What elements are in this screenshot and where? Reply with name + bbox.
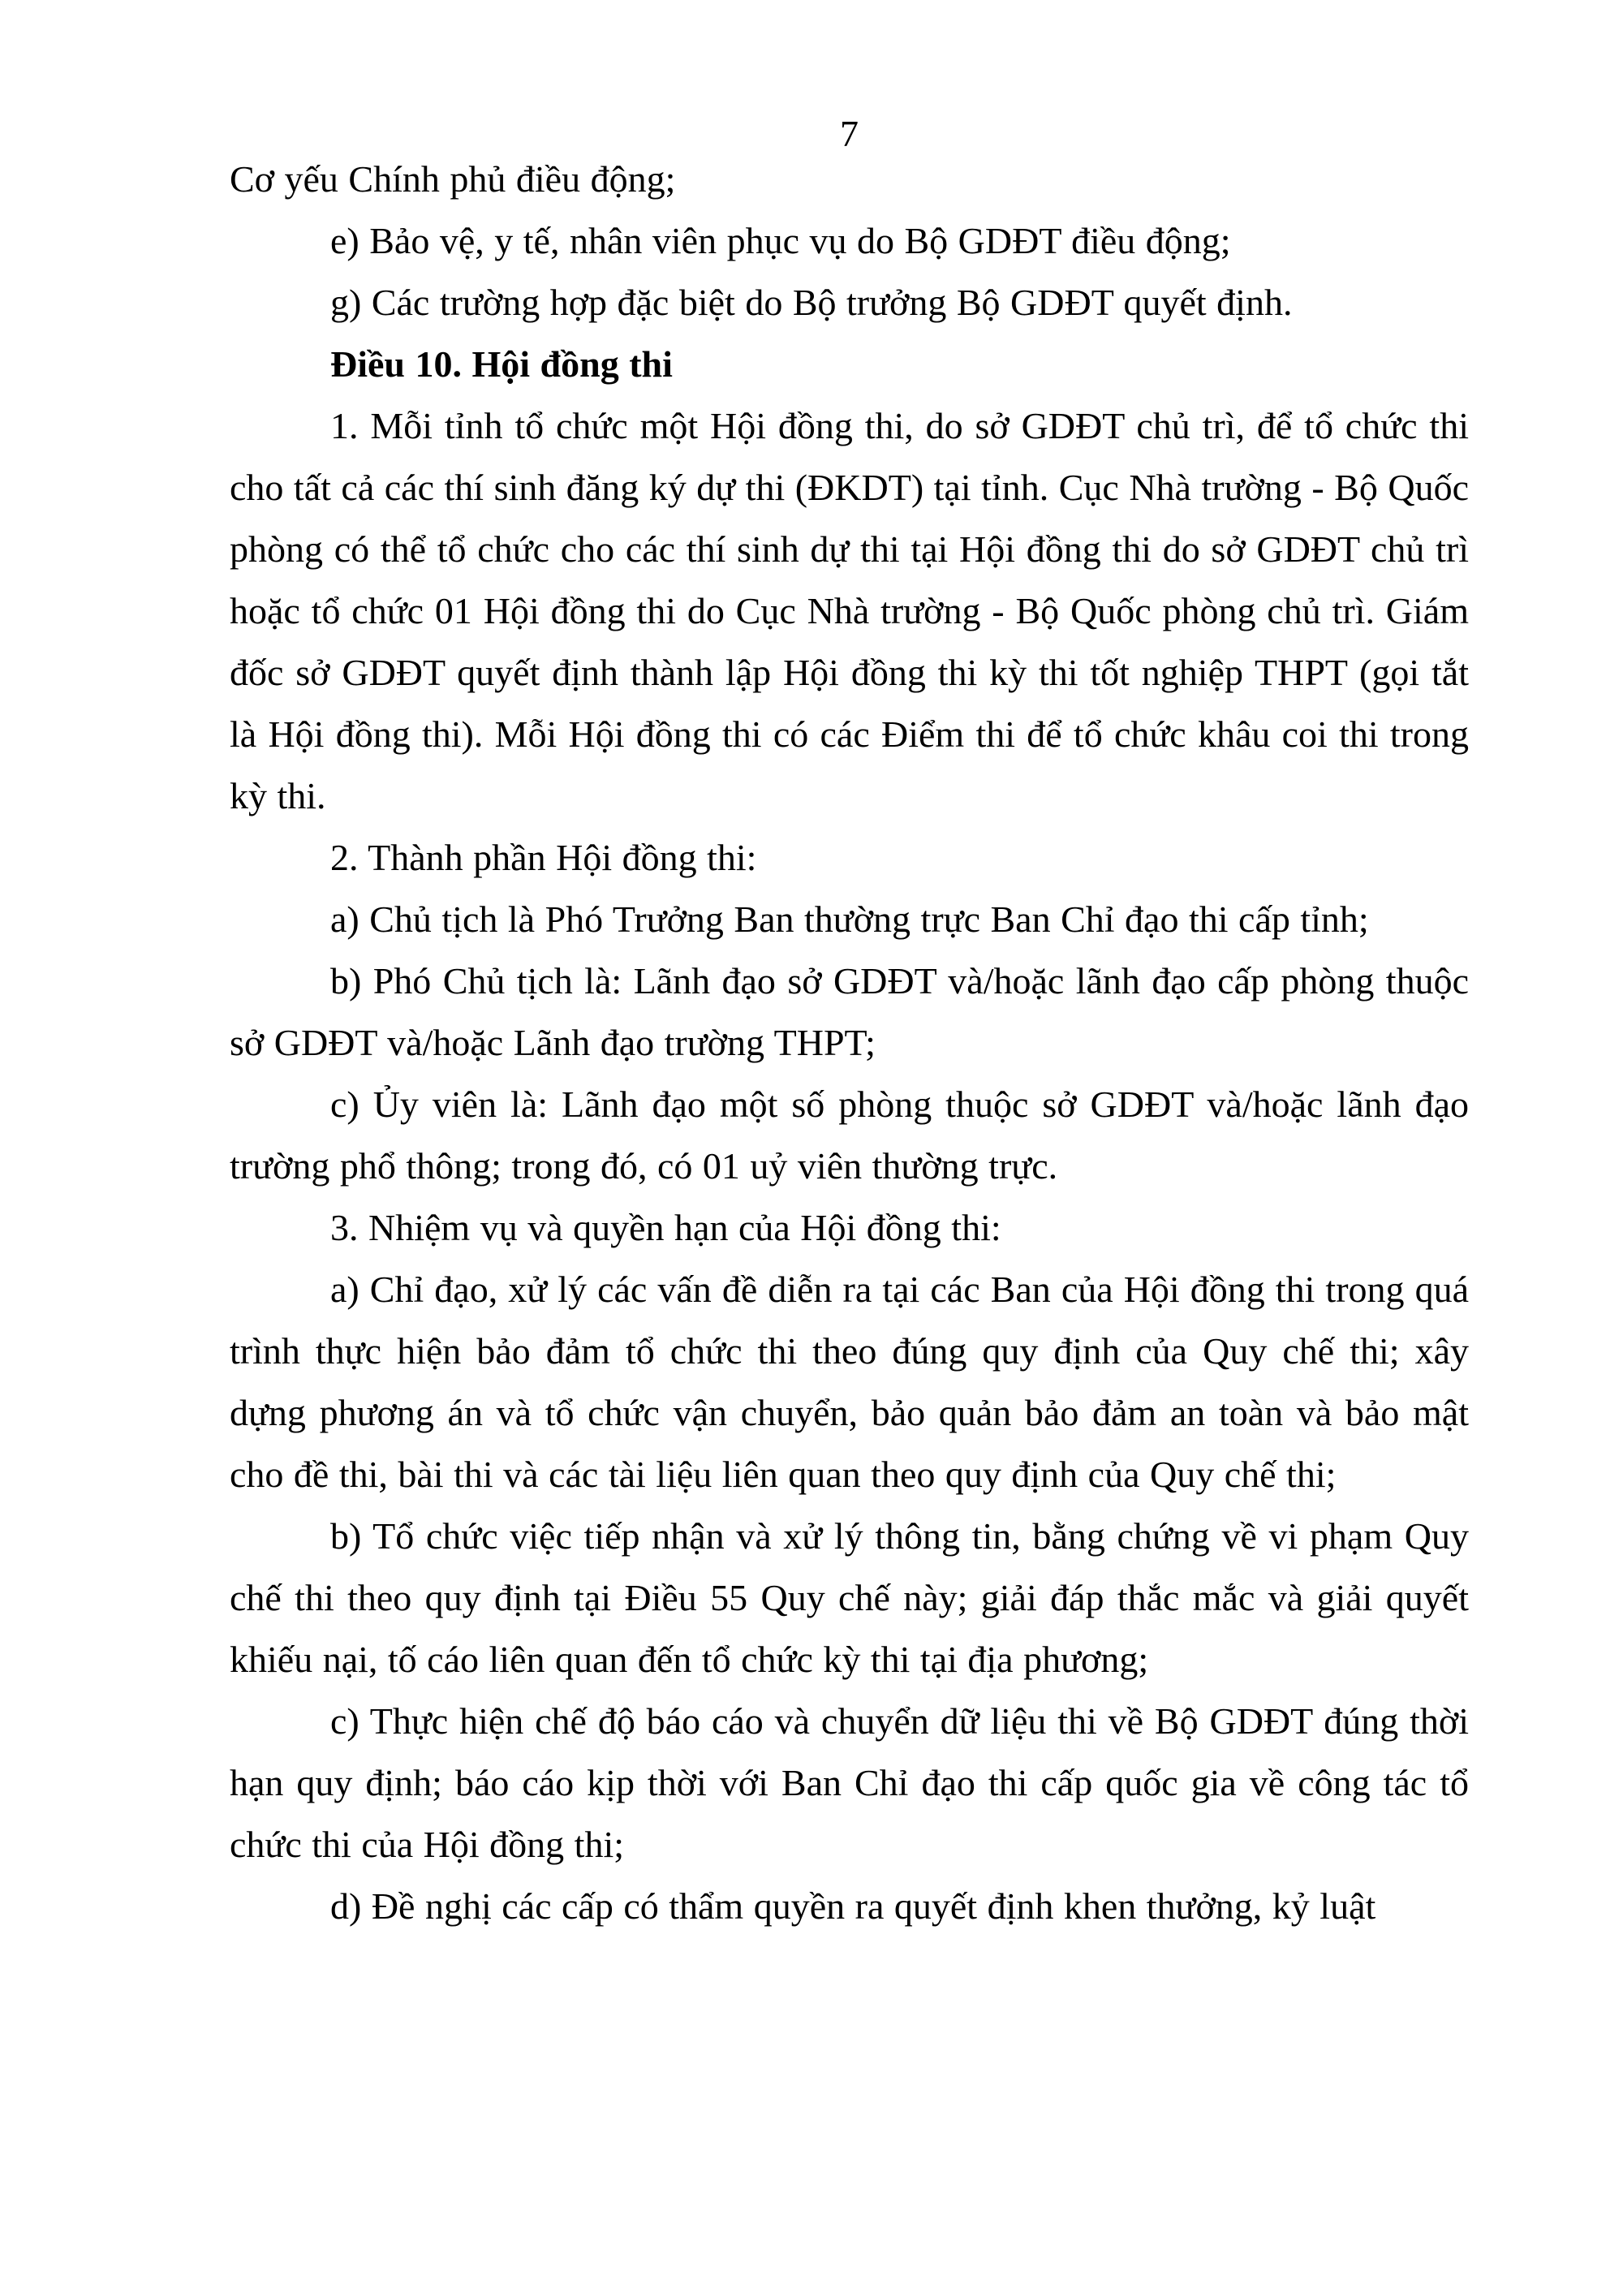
clause-3: 3. Nhiệm vụ và quyền hạn của Hội đồng thi: — [330, 1207, 1001, 1248]
clause-3-item-a: a) Chỉ đạo, xử lý các vấn đề diễn ra tại các Ban của Hội đồng thi trong quá trình thực hiện bảo đảm tổ chức thi theo đúng quy định của Quy chế thi; xây dựng phương án và tổ chức vận chuyển, bảo quản bảo đảm an toàn và bảo mật cho đề thi, bài thi và các tài liệu liên quan theo quy định của Quy chế thi; — [230, 1269, 1469, 1495]
clause-3-item-d: d) Đề nghị các cấp có thẩm quyền ra quyết định khen thưởng, kỷ luật — [330, 1885, 1376, 1927]
clause-2-item-c: c) Ủy viên là: Lãnh đạo một số phòng thuộc sở GDĐT và/hoặc lãnh đạo trường phổ thông; trong đó, có 01 uỷ viên thường trực. — [230, 1083, 1469, 1187]
paragraph-continuation: Cơ yếu Chính phủ điều động; — [230, 158, 676, 200]
clause-1: 1. Mỗi tỉnh tổ chức một Hội đồng thi, do sở GDĐT chủ trì, để tổ chức thi cho tất cả các thí sinh đăng ký dự thi (ĐKDT) tại tỉnh. Cục Nhà trường - Bộ Quốc phòng có thể tổ chức cho các thí sinh dự thi tại Hội đồng thi do sở GDĐT chủ trì hoặc tổ chức 01 Hội đồng thi do Cục Nhà trường - Bộ Quốc phòng chủ trì. Giám đốc sở GDĐT quyết định thành lập Hội đồng thi kỳ thi tốt nghiệp THPT (gọi tắt là Hội đồng thi). Mỗi Hội đồng thi có các Điểm thi để tổ chức khâu coi thi trong kỳ thi. — [230, 405, 1469, 816]
clause-2-item-b: b) Phó Chủ tịch là: Lãnh đạo sở GDĐT và/hoặc lãnh đạo cấp phòng thuộc sở GDĐT và/hoặc Lãnh đạo trường THPT; — [230, 960, 1469, 1063]
page-number: 7 — [840, 113, 859, 154]
list-item-e: e) Bảo vệ, y tế, nhân viên phục vụ do Bộ GDĐT điều động; — [330, 220, 1231, 261]
clause-3-item-b: b) Tổ chức việc tiếp nhận và xử lý thông tin, bằng chứng về vi phạm Quy chế thi theo quy định tại Điều 55 Quy chế này; giải đáp thắc mắc và giải quyết khiếu nại, tố cáo liên quan đến tổ chức kỳ thi tại địa phương; — [230, 1515, 1469, 1680]
document-body — [230, 149, 1469, 1937]
clause-2: 2. Thành phần Hội đồng thi: — [330, 837, 757, 878]
list-item-g: g) Các trường hợp đặc biệt do Bộ trưởng Bộ GDĐT quyết định. — [330, 282, 1293, 323]
clause-3-item-c: c) Thực hiện chế độ báo cáo và chuyển dữ liệu thi về Bộ GDĐT đúng thời hạn quy định; báo cáo kịp thời với Ban Chỉ đạo thi cấp quốc gia về công tác tổ chức thi của Hội đồng thi; — [230, 1700, 1469, 1865]
article-heading: Điều 10. Hội đồng thi — [330, 343, 673, 385]
clause-2-item-a: a) Chủ tịch là Phó Trưởng Ban thường trực Ban Chỉ đạo thi cấp tỉnh; — [330, 898, 1369, 940]
